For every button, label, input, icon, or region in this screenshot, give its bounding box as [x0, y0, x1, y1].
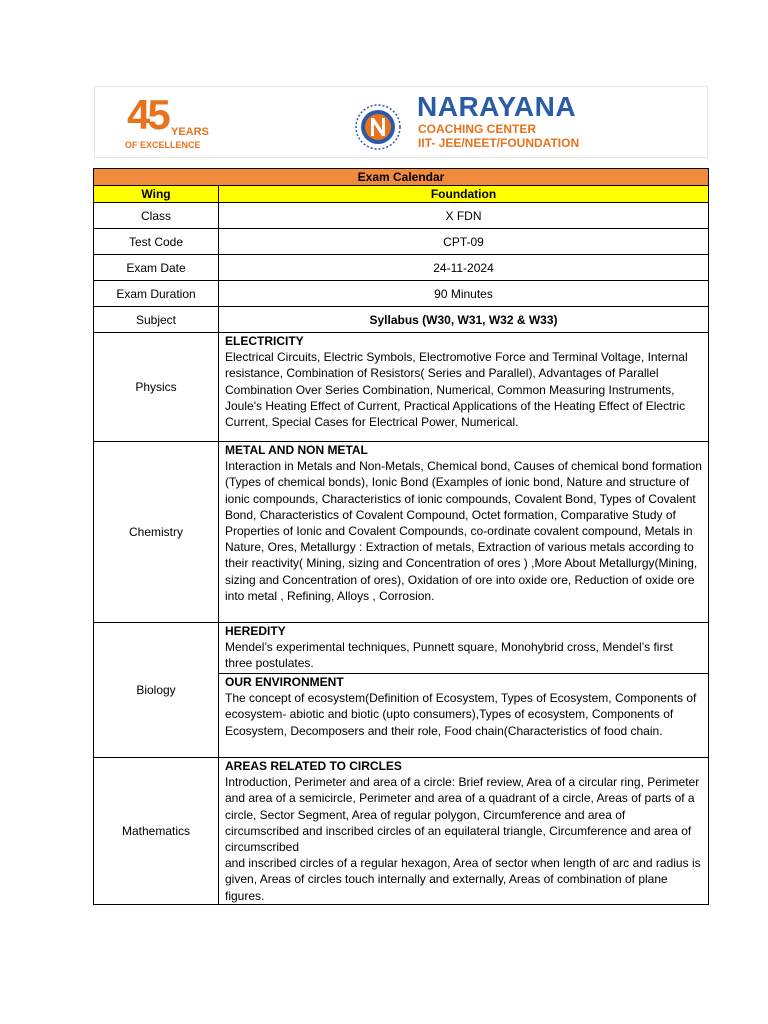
exam-calendar-table — [93, 168, 709, 905]
environment-block — [219, 674, 708, 739]
environment-heading: OUR ENVIRONMENT — [225, 675, 344, 689]
wing-row — [94, 186, 709, 203]
biology-row — [94, 623, 709, 758]
subject-header-row — [94, 307, 709, 333]
physics-heading: ELECTRICITY — [225, 334, 304, 348]
physics-label: Physics — [94, 333, 219, 442]
wing-label: Wing — [94, 186, 219, 203]
mathematics-label: Mathematics — [94, 758, 219, 905]
table-row — [94, 281, 709, 307]
table-title-row — [94, 169, 709, 186]
class-label: Class — [94, 203, 219, 229]
physics-syllabus — [219, 333, 709, 442]
mathematics-row — [94, 758, 709, 905]
subject-label: Subject — [94, 307, 219, 333]
chemistry-heading: METAL AND NON METAL — [225, 443, 368, 457]
table-row — [94, 255, 709, 281]
biology-label: Biology — [94, 623, 219, 758]
anniversary-excellence: OF EXCELLENCE — [125, 140, 201, 150]
brand-subtitle-2: IIT- JEE/NEET/FOUNDATION — [418, 136, 580, 150]
environment-text: The concept of ecosystem(Definition of Ecosystem, Types of Ecosystem, Components of ecosystem- abiotic and biotic (upto consumers),Types of ecosystem, Components of Ecosystem, Decomposers and their role, Food chain(Characteristics of food chain. — [225, 691, 697, 738]
chemistry-row — [94, 442, 709, 623]
test-code-label: Test Code — [94, 229, 219, 255]
class-value: X FDN — [219, 203, 709, 229]
mathematics-text-1: Introduction, Perimeter and area of a circle: Brief review, Area of a circular ring, Perimeter and area of a semicircle, Perimeter and area of a quadrant of a circle, Areas of parts of a circle, Sector Segment, Area of regular polygon, Circumference and area of circumscribed and inscribed circles of an equilateral triangle, Circumference and area of circumscribed — [225, 775, 700, 855]
mathematics-syllabus — [219, 758, 709, 905]
table-row — [94, 203, 709, 229]
wing-value: Foundation — [219, 186, 709, 203]
brand-subtitle-1: COACHING CENTER — [418, 122, 537, 136]
physics-text: Electrical Circuits, Electric Symbols, Electromotive Force and Terminal Voltage, Internal resistance, Combination of Resistors( Series and Parallel), Advantages of Parallel Combination Over Series Combination, Numerical, Common Measuring Instruments, Joule's Heating Effect of Current, Practical Applications of the Heating Effect of Electric Current, Special Cases for Electrical Power, Numerical. — [225, 350, 688, 430]
syllabus-label: Syllabus (W30, W31, W32 & W33) — [219, 307, 709, 333]
narayana-emblem-icon — [350, 97, 406, 153]
table-title: Exam Calendar — [94, 169, 709, 186]
anniversary-years: YEARS — [171, 126, 209, 138]
mathematics-heading: AREAS RELATED TO CIRCLES — [225, 759, 402, 773]
exam-duration-label: Exam Duration — [94, 281, 219, 307]
chemistry-text: Interaction in Metals and Non-Metals, Chemical bond, Causes of chemical bond formation (Types of chemical bonds), Ionic Bond (Examples of ionic bond, Nature and structure of ionic compounds, Characteristics of ionic compounds, Covalent Bond, Types of Covalent Bond, Characteristics of Covalent Compound, Octet formation, Comparative Study of Properties of Ionic and Covalent Compounds, co-ordinate covalent compound, Metals in Nature, Ores, Metallurgy : Extraction of metals, Extraction of various metals according to their reactivity( Mining, sizing and Concentration of ores ) ,More About Metallurgy(Mining, sizing and Concentration of ores), Oxidation of ore into oxide ore, Reduction of oxide ore into metal , Refining, Alloys , Corrosion. — [225, 459, 702, 603]
test-code-value: CPT-09 — [219, 229, 709, 255]
page-header — [94, 86, 708, 158]
heredity-heading: HEREDITY — [225, 624, 286, 638]
mathematics-text-2: and inscribed circles of a regular hexagon, Area of sector when length of arc and radius is given, Areas of circles touch internally and externally, Areas of combination of plane figures. — [225, 856, 701, 903]
anniversary-logo — [125, 91, 209, 153]
brand-name: NARAYANA — [417, 91, 577, 122]
heredity-text: Mendel’s experimental techniques, Punnett square, Monohybrid cross, Mendel’s first three postulates. — [225, 640, 673, 671]
anniversary-number: 45 — [127, 91, 168, 138]
physics-row — [94, 333, 709, 442]
chemistry-label: Chemistry — [94, 442, 219, 623]
exam-date-value: 24-11-2024 — [219, 255, 709, 281]
exam-date-label: Exam Date — [94, 255, 219, 281]
biology-syllabus — [219, 623, 709, 758]
chemistry-syllabus — [219, 442, 709, 623]
table-row — [94, 229, 709, 255]
heredity-block — [219, 623, 708, 674]
exam-duration-value: 90 Minutes — [219, 281, 709, 307]
